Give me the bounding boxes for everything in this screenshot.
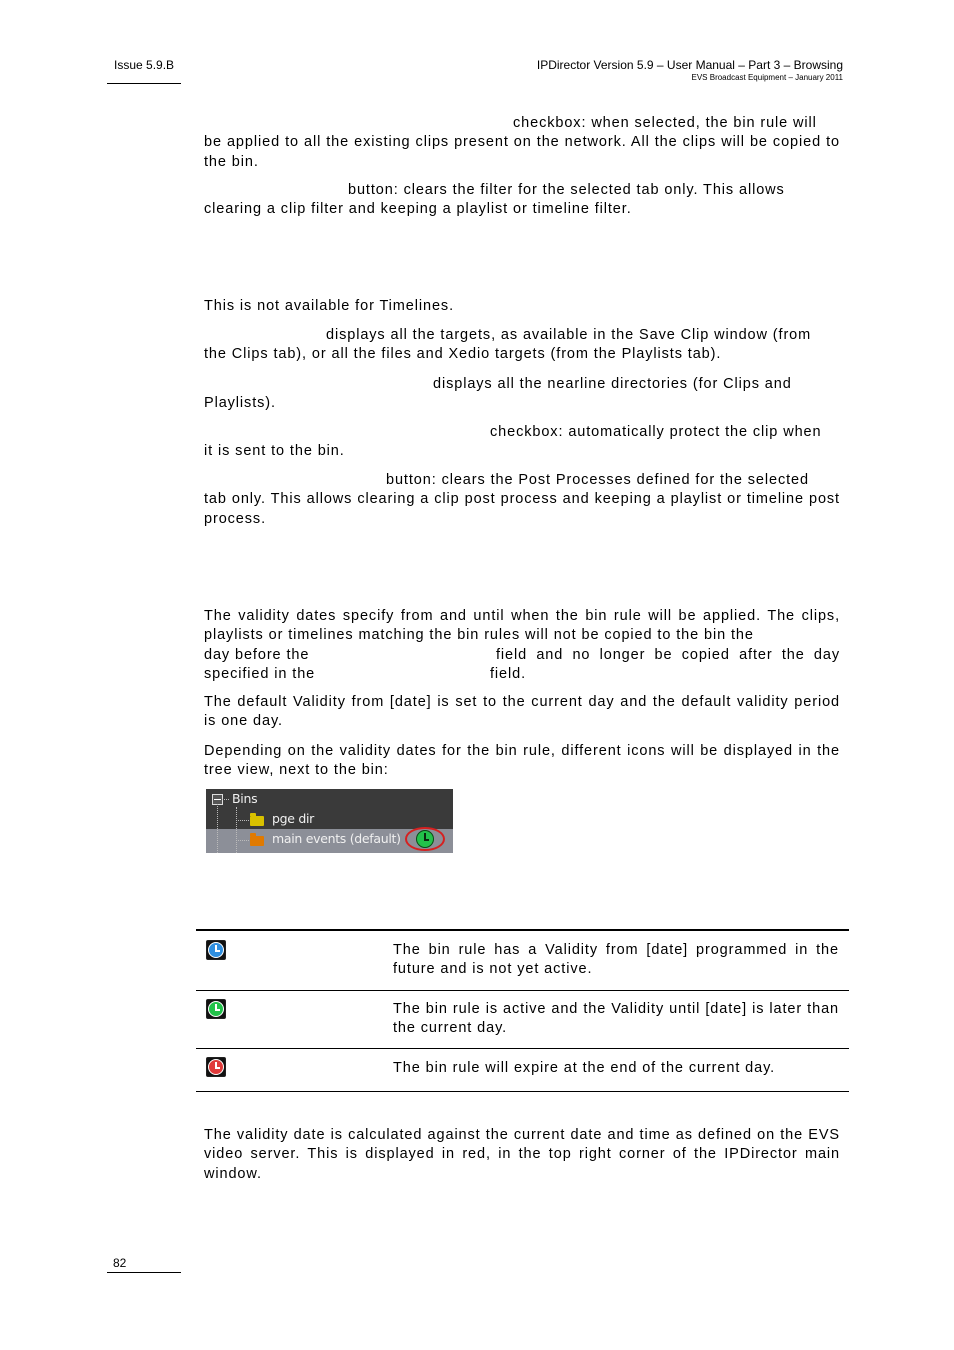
paragraph-clear-filter: button: clears the filter for the selected tab only. This allows clearing a clip filter and keeping a playlist or timeline filter. — [204, 182, 785, 218]
paragraph-validity-dates: The validity dates specify from and until when the bin rule will be applied. The clips, playlists or timelines matching the bin rules will not be copied to the bin the day before the field and no longer be copied after the day specified in the field. — [204, 608, 840, 682]
tree-item-main-events[interactable]: main events (default) — [272, 831, 401, 846]
paragraph-nearline: displays all the nearline directories (for Clips and Playlists). — [204, 376, 792, 412]
footer-divider — [107, 1272, 181, 1273]
tree-root-bins[interactable]: Bins — [232, 791, 258, 806]
clock-green-icon — [206, 999, 226, 1019]
folder-icon — [250, 816, 264, 826]
header-divider — [107, 83, 181, 84]
paragraph-default-validity: The default Validity from [date] is set to the current day and the default validity period is one day. — [204, 694, 840, 730]
table-row-divider — [196, 1048, 849, 1049]
issue-label: Issue 5.9.B — [114, 58, 175, 72]
page-number: 82 — [113, 1256, 127, 1270]
highlight-ring — [405, 827, 445, 851]
paragraph-icons-intro: Depending on the validity dates for the bin rule, different icons will be displayed in the tree view, next to the bin: — [204, 743, 840, 779]
document-subtitle: EVS Broadcast Equipment – January 2011 — [691, 73, 843, 82]
paragraph-not-timelines: This is not available for Timelines. — [204, 298, 454, 314]
paragraph-targets: displays all the targets, as available in the Save Clip window (from the Clips tab), or all the files and Xedio targets (from the Playlists tab). — [204, 327, 812, 363]
table-row-divider — [196, 990, 849, 991]
document-title: IPDirector Version 5.9 – User Manual – Part 3 – Browsing — [536, 58, 843, 72]
table-top-rule — [196, 929, 849, 931]
clock-red-icon — [206, 1057, 226, 1077]
paragraph-apply-existing: checkbox: when selected, the bin rule will be applied to all the existing clips present on the network. All the clips will be copied to the bin. — [204, 115, 840, 170]
paragraph-clear-post-process: button: clears the Post Processes defined for the selected tab only. This allows clearing a clip post process and keeping a playlist or timeline post process. — [204, 472, 840, 527]
paragraph-validity-calculation: The validity date is calculated against the current date and time as defined on the EVS video server. This is displayed in red, in the top right corner of the IPDirector main window. — [204, 1127, 840, 1182]
document-header — [537, 58, 843, 84]
table-row-active: The bin rule is active and the Validity until [date] is later than the current day. — [393, 1001, 839, 1037]
folder-icon — [250, 836, 264, 846]
table-row-future: The bin rule has a Validity from [date] programmed in the future and is not yet active. — [393, 942, 839, 978]
table-row-expiring: The bin rule will expire at the end of the current day. — [393, 1060, 776, 1076]
table-bottom-rule — [196, 1091, 849, 1092]
clock-blue-icon — [206, 940, 226, 960]
tree-item-pge-dir[interactable]: pge dir — [272, 811, 314, 826]
bin-tree-screenshot — [206, 789, 453, 853]
paragraph-protect-clip: checkbox: automatically protect the clip when it is sent to the bin. — [204, 424, 822, 460]
